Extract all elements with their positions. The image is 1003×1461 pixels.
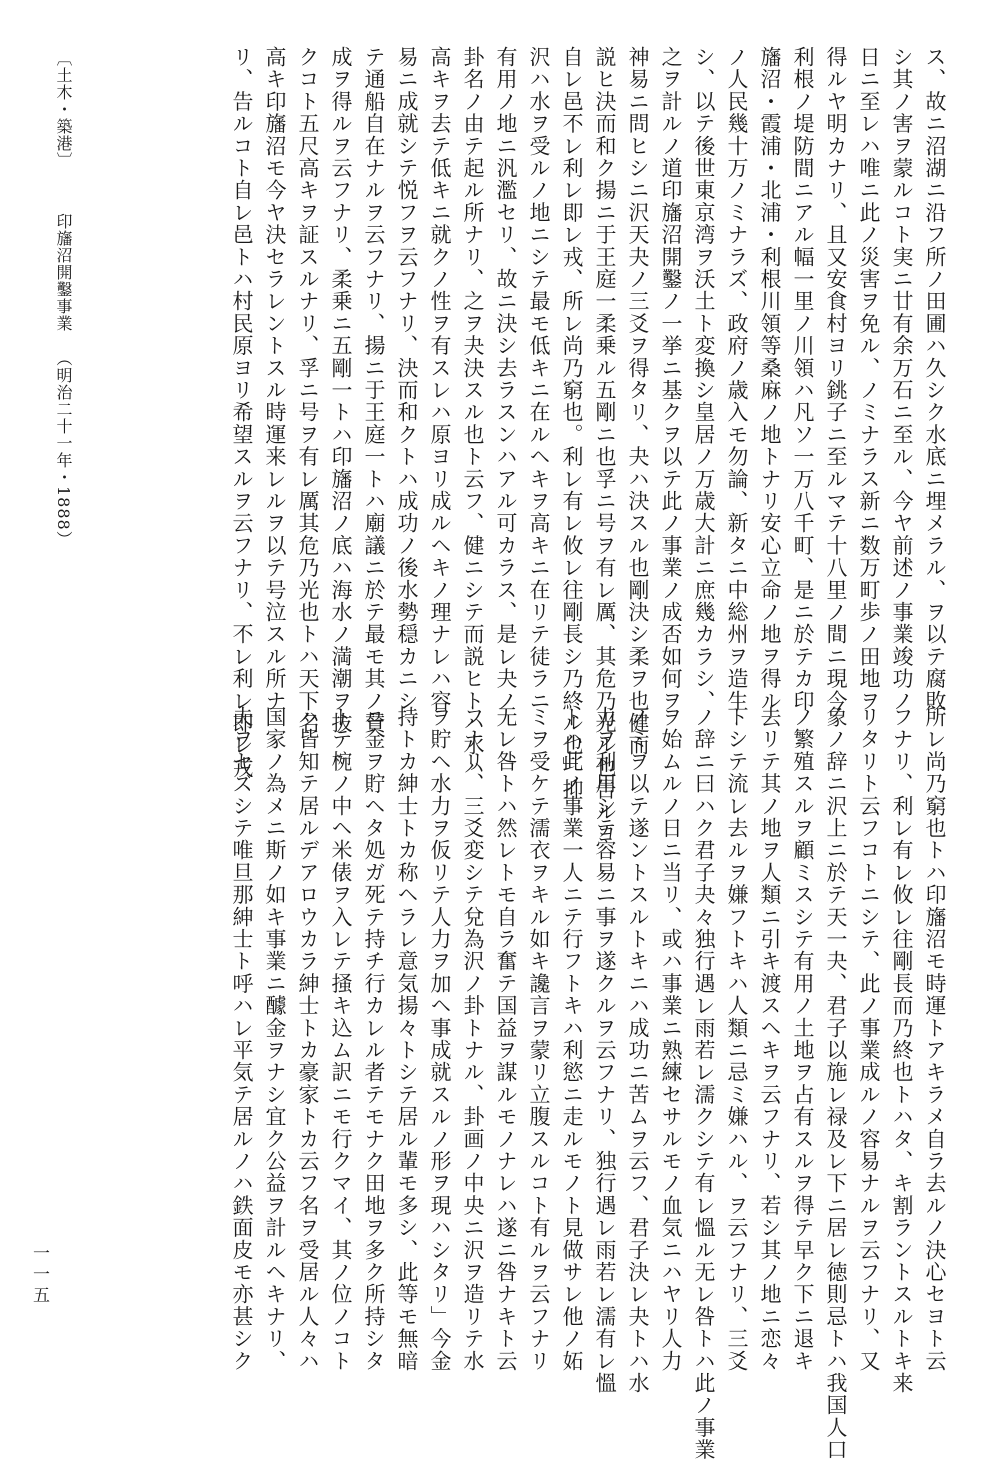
text-column: トハ此ノ事業一人ニテ行フトキハ利慾ニ走ルモノト見做サレ他ノ妬 <box>560 706 584 1372</box>
text-column: ミヲ受ケテ濡衣ヲキル如キ讒言ヲ蒙リ立腹スルコト有ルヲ云フナリ <box>527 706 551 1372</box>
text-column: フナリ、三爻変シテ兌為沢ノ卦トナル、卦画ノ中央ニ沢ヲ造リテ水 <box>461 706 485 1372</box>
text-column: ノ繁殖スルヲ顧ミスシテ有用ノ土地ヲ占有スルヲ得テ早ク下ニ退キ <box>791 706 815 1373</box>
text-column: ヲ始ムルノ日ニ当リ、或ハ事業ニ熟練セサルモノ血気ニハヤリ人力 <box>659 706 683 1372</box>
page-number: 一一五 <box>29 1244 49 1307</box>
text-column: 日ニ至レハ唯ニ此ノ災害ヲ免ル、ノミナラス新ニ数万町歩ノ田地ヲ <box>857 46 881 712</box>
text-column: 利根ノ堤防間ニアル幅一里ノ川領ハ凡ソ一万八千町、是ニ於テカ印 <box>791 46 815 712</box>
running-head <box>48 50 78 690</box>
text-column: 神易ニ問ヒシニ沢天夬ノ三爻ヲ得タリ、夬ハ決スル也剛決シ柔ヲ也健而 <box>626 46 650 757</box>
text-column: ニ金ヲ貯ヘタ処ガ死テ持チ行カレル者テモナク田地ヲ多ク所持シタ <box>362 706 386 1372</box>
text-column: 象ノ辞ニ沢上ニ於テ天一夬、君子以施レ禄及レ下ニ居レ徳則忌トハ我国人口 <box>824 706 848 1461</box>
text-column: シ其ノ害ヲ蒙ルコト実ニ廿有余万石ニ至ル、今ヤ前述ノ事業竣功ノ <box>890 46 914 712</box>
text-column: 説ヒ決而和ク揚ニ于王庭一柔乗ル五剛ニ也孚ニ号ヲ有レ厲、其危乃光ル也告ルヨ <box>593 46 617 846</box>
running-head-year: （明治二十一年・1888） <box>54 350 73 548</box>
lower-text-block <box>106 706 951 1461</box>
text-column: ノ辞ニ曰ハク君子夬々独行遇レ雨若レ濡クシテ有レ慍ル无レ咎トハ此ノ事業 <box>692 706 716 1461</box>
text-column: 高キ印旛沼モ今ヤ決セラレントスル時運来レルヲ以テ号泣スル所ナ <box>263 46 287 712</box>
text-column: 易ニ成就シテ悦フヲ云フナリ、決而和クトハ成功ノ後水勢穏カニシ <box>395 46 419 712</box>
text-column: 无レ咎トハ然レトモ自ラ奮テ国益ヲ謀ルモノナレハ遂ニ咎ナキト云 <box>494 706 518 1372</box>
running-head-section: 〔土木・築港〕 <box>54 50 73 169</box>
text-column: ヲ貯ヘ水力ヲ仮リテ人力ヲ加ヘ事成就スルノ形ヲ現ハシタリ」今金 <box>428 706 452 1372</box>
text-column: 有用ノ地ニ汎濫セリ、故ニ決シ去ラスンハアル可カラス、是レ夬ノ <box>494 46 518 712</box>
text-column: 旛沼・霞浦・北浦・利根川領等桑麻ノ地トナリ安心立命ノ地ヲ得ル <box>758 46 782 712</box>
text-column: リ、告ルコト自レ邑トハ村民原ヨリ希望スルヲ云フナリ、不レ利レ即レ戎 <box>230 46 254 779</box>
upper-text-block <box>106 46 951 846</box>
text-column: 成ヲ得ルヲ云フナリ、柔乗ニ五剛一トハ印旛沼ノ底ハ海水ノ満潮ヲ抜 <box>329 46 353 735</box>
text-column: 得ルヤ明カナリ、且又安食村ヨリ銚子ニ至ルマテ十八里ノ間ニ現今 <box>824 46 848 712</box>
text-column: トテ椀ノ中ヘ米俵ヲ入レテ掻キ込ム訳ニモ行クマイ、其ノ位ノコト <box>329 706 353 1372</box>
text-column: ノ人民幾十万ノミナラズ、政府ノ歳入モ勿論、新タニ中総州ヲ造生 <box>725 46 749 712</box>
text-column: トシテ流レ去ルヲ嫌フトキハ人類ニ忌ミ嫌ハル、ヲ云フナリ、三爻 <box>725 706 749 1372</box>
text-column: 夫ヲセズシテ唯旦那紳士ト呼ハレ平気テ居ルノハ鉄面皮モ亦甚シク <box>230 706 254 1372</box>
text-column: 卦名ノ由テ起ル所ナリ、之ヲ夬決スル也ト云フ、健ニシテ而説ヒトハ水ハ <box>461 46 485 779</box>
text-column: リタリト云フコトニシテ、此ノ事業成ルノ容易ナルヲ云フナリ、又 <box>857 706 881 1372</box>
text-column: 之ヲ計ルノ道印旛沼開鑿ノ一挙ニ基クヲ以テ此ノ事業ノ成否如何ヲ <box>659 46 683 712</box>
text-column: 国家ノ為メニ斯ノ如キ事業ニ醵金ヲナシ宜ク公益ヲ計ルヘキナリ、 <box>263 706 287 1372</box>
text-column: ハ皆知テ居ルデアロウカラ紳士トカ豪家トカ云フ名ヲ受居ル人々ハ <box>296 706 320 1372</box>
text-column: ス、故ニ沼湖ニ沿フ所ノ田圃ハ久シク水底ニ埋メラル、ヲ以テ腐敗 <box>923 46 947 712</box>
text-column: フナリ、利レ有レ攸レ往剛長而乃終也トハタ、キ割ラントスルトキ来 <box>890 706 914 1395</box>
text-column: 去リテ其ノ地ヲ人類ニ引キ渡スヘキヲ云フナリ、若シ其ノ地ニ恋々 <box>758 706 782 1372</box>
text-column: 高キヲ去テ低キニ就クノ性ヲ有スレハ原ヨリ成ルヘキノ理ナレハ容 <box>428 46 452 712</box>
text-column: 沢ハ水ヲ受ルノ地ニシテ最モ低キニ在ルヘキヲ高キニ在リテ徒ラニ <box>527 46 551 712</box>
running-head-title: 印旛沼開鑿事業 <box>54 213 73 332</box>
text-column: クコト五尺高キヲ証スルナリ、孚ニ号ヲ有レ厲其危乃光也トハ天下名 <box>296 46 320 735</box>
text-column: 力ヲ利用シテ容易ニ事ヲ遂クルヲ云フナリ、独行遇レ雨若レ濡有レ慍 <box>593 706 617 1395</box>
text-column: 自レ邑不レ利レ即レ戎、所レ尚乃窮也。利レ有レ攸レ往剛長シ乃終ル也」抑 <box>560 46 584 801</box>
text-column: シ、以テ後世東京湾ヲ沃土ト変換シ皇居ノ万歳大計ニ庶幾カラシ、 <box>692 46 716 712</box>
text-column: 所レ尚乃窮也トハ印旛沼モ時運トアキラメ自ラ去ルノ決心セヨト云 <box>923 706 947 1372</box>
text-column: 持トカ紳士トカ称ヘラレ意気揚々トシテ居ル輩モ多シ、此等モ無暗 <box>395 706 419 1372</box>
text-column: ノミヲ以テ遂ントスルトキニハ成功ニ苦ムヲ云フ、君子決レ夬トハ水 <box>626 706 650 1395</box>
text-column: テ通船自在ナルヲ云フナリ、揚ニ于王庭一トハ廟議ニ於テ最モ其ノ賛 <box>362 46 386 735</box>
